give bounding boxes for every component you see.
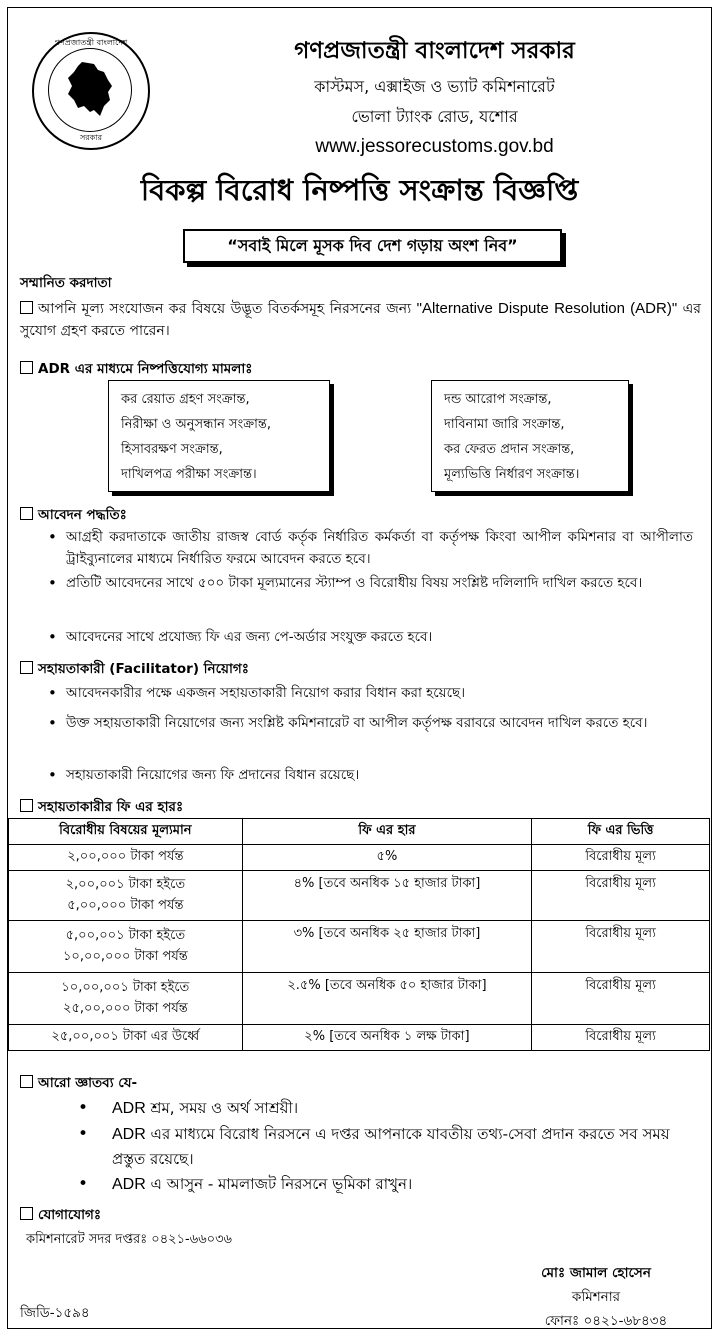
list-item: দাখিলপত্র পরীক্ষা সংক্রান্ত। xyxy=(121,467,257,482)
item-text: শ্রম, সময় ও অর্থ সাশ্রয়ী। xyxy=(145,1099,299,1117)
seal-bottom-text: সরকার xyxy=(79,133,102,142)
contact-heading-text: যোগাযোগঃ xyxy=(38,1207,102,1223)
value-line: ২,০০,০০১ টাকা হইতে xyxy=(65,876,186,892)
value-line: ২৫,০০,০০০ টাকা পর্যন্ত xyxy=(63,1000,188,1016)
checkbox-icon xyxy=(20,1075,33,1088)
fee-heading xyxy=(20,796,183,819)
table-row xyxy=(9,921,710,973)
list-item: • আবেদনকারীর পক্ষে একজন সহায়তাকারী নিয়োগ করার বিধান করা হয়েছে। xyxy=(48,682,693,704)
value-cell xyxy=(9,973,243,1025)
checkbox-icon xyxy=(20,507,33,520)
list-item: • সহায়তাকারী নিয়োগের জন্য ফি প্রদানের বিধান রয়েছে। xyxy=(48,764,693,786)
adr-label: ADR xyxy=(112,1126,146,1143)
rate-cell: ২% [তবে অনধিক ১ লক্ষ টাকা] xyxy=(242,1025,532,1051)
basis-cell: বিরোধীয় মূল্য xyxy=(532,871,710,921)
list-item: দাবিনামা জারি সংক্রান্ত, xyxy=(444,417,565,432)
contact-hq: কমিশনারেট সদর দপ্তরঃ ০৪২১-৬৬০৩৬ xyxy=(26,1232,233,1247)
adr-cases-left-box xyxy=(108,380,330,492)
basis-cell: বিরোধীয় মূল্য xyxy=(532,1025,710,1051)
list-item xyxy=(78,1172,693,1197)
rate-cell: ৩% [তবে অনধিক ২৫ হাজার টাকা] xyxy=(242,921,532,973)
notice-page xyxy=(7,7,712,1329)
more-info-heading xyxy=(20,1072,137,1095)
value-line: ১০,০০,০০০ টাকা পর্যন্ত xyxy=(63,948,188,964)
website-link[interactable]: www.jessorecustoms.gov.bd xyxy=(315,136,554,157)
value-cell xyxy=(9,845,243,871)
rate-cell: ৫% xyxy=(242,845,532,871)
rate-cell: ৪% [তবে অনধিক ১৫ হাজার টাকা] xyxy=(242,871,532,921)
list-item: হিসাবরক্ষণ সংক্রান্ত, xyxy=(121,442,223,457)
list-item: • আবেদনের সাথে প্রযোজ্য ফি এর জন্য পে-অর্ডার সংযুক্ত করতে হবে। xyxy=(48,626,693,648)
list-item: নিরীক্ষা ও অনুসন্ধান সংক্রান্ত, xyxy=(121,417,271,432)
value-line: ২,০০,০০০ টাকা পর্যন্ত xyxy=(67,849,184,864)
value-line: ৫,০০,০০০ টাকা পর্যন্ত xyxy=(67,897,184,913)
list-item: • আগ্রহী করদাতাকে জাতীয় রাজস্ব বোর্ড কর্তৃক নির্ধারিত কর্মকর্তা বা কর্তৃপক্ষ কিংবা আপীল কমিশনার বা আপীলাত ট্রাইব্যুনালের মাধ্যমে নির্ধারিত ফরমে আবেদন করতে হবে। xyxy=(48,526,693,570)
fee-table xyxy=(8,818,710,1051)
fee-heading-text: সহায়তাকারীর ফি এর হারঃ xyxy=(38,799,184,815)
signatory-designation: কমিশনার xyxy=(571,1289,621,1305)
facilitator-heading-text: সহায়তাকারী (Facilitator) নিয়োগঃ xyxy=(38,661,249,677)
intro-text-1: আপনি মূল্য সংযোজন কর বিষয়ে উদ্ভূত বিতর্কসমূহ নিরসনের জন্য xyxy=(38,301,417,317)
list-item: কর রেয়াত গ্রহণ সংক্রান্ত, xyxy=(121,392,250,407)
list-item: মূল্যভিত্তি নির্ধারণ সংক্রান্ত। xyxy=(444,467,580,482)
checkbox-icon xyxy=(20,1207,33,1220)
value-line: ১০,০০,০০১ টাকা হইতে xyxy=(61,979,190,995)
intro-text-en: "Alternative Dispute Resolution (ADR)" xyxy=(416,300,678,317)
slogan-box: “সবাই মিলে মূসক দিব দেশ গড়ায় অংশ নিব” xyxy=(183,229,562,263)
salutation: সম্মানিত করদাতা xyxy=(20,275,112,291)
adr-label: ADR xyxy=(112,1176,146,1193)
intro-paragraph xyxy=(20,298,701,342)
checkbox-icon xyxy=(20,361,33,374)
column-header: ফি এর হার xyxy=(242,819,532,845)
application-heading xyxy=(20,504,127,527)
list-item: দন্ড আরোপ সংক্রান্ত, xyxy=(444,392,552,407)
value-cell xyxy=(9,921,243,973)
list-item: • প্রতিটি আবেদনের সাথে ৫০০ টাকা মূল্যমানের স্ট্যাম্প ও বিরোধীয় বিষয় সংশ্লিষ্ট দলিলাদি দাখিল করতে হবে। xyxy=(48,572,693,594)
value-cell xyxy=(9,1025,243,1051)
application-heading-text: আবেদন পদ্ধতিঃ xyxy=(38,507,127,523)
bangladesh-map-icon xyxy=(64,60,114,118)
rate-cell: ২.৫% [তবে অনধিক ৫০ হাজার টাকা] xyxy=(242,973,532,1025)
office-address: ভোলা ট্যাংক রোড, যশোর xyxy=(351,107,518,126)
signatory-phone: ফোনঃ ০৪২১-৬৮৪৩৪ xyxy=(544,1313,668,1329)
value-line: ২৫,০০,০০১ টাকা এর উর্ধ্বে xyxy=(51,1029,200,1044)
list-item: কর ফেরত প্রদান সংক্রান্ত, xyxy=(444,442,575,457)
item-text: এর মাধ্যমে বিরোধ নিরসনে এ দপ্তর আপনাকে যাবতীয় তথ্য-সেবা প্রদান করতে সব সময় প্রস্তুত রয়েছে। xyxy=(112,1125,670,1168)
govt-name: গণপ্রজাতন্ত্রী বাংলাদেশ সরকার xyxy=(294,38,575,64)
adr-cases-heading-text: ADR এর মাধ্যমে নিষ্পত্তিযোগ্য মামলাঃ xyxy=(38,361,253,377)
govt-seal xyxy=(32,32,150,150)
reference-number: জিডি-১৫৯৪ xyxy=(20,1305,90,1321)
value-line: ৫,০০,০০১ টাকা হইতে xyxy=(65,927,186,943)
intro-text-2: এর সুযোগ গ্রহণ করতে পারেন। xyxy=(20,301,701,339)
basis-cell: বিরোধীয় মূল্য xyxy=(532,921,710,973)
adr-label: ADR xyxy=(112,1100,146,1117)
table-row xyxy=(9,973,710,1025)
checkbox-icon xyxy=(20,661,33,674)
notice-title: বিকল্প বিরোধ নিষ্পত্তি সংক্রান্ত বিজ্ঞপ্তি xyxy=(140,173,579,207)
adr-cases-heading xyxy=(20,358,252,381)
item-text: এ আসুন - মামলাজট নিরসনে ভূমিকা রাখুন। xyxy=(145,1175,413,1193)
table-header-row xyxy=(9,819,710,845)
contact-heading xyxy=(20,1204,101,1227)
seal-top-text: গণপ্রজাতন্ত্রী বাংলাদেশ xyxy=(54,38,128,47)
table-row xyxy=(9,871,710,921)
checkbox-icon xyxy=(20,799,33,812)
column-header: বিরোধীয় বিষয়ের মূল্যমান xyxy=(9,819,243,845)
table-row xyxy=(9,845,710,871)
signatory-name: মোঃ জামাল হোসেন xyxy=(541,1265,651,1281)
basis-cell: বিরোধীয় মূল্য xyxy=(532,845,710,871)
table-row xyxy=(9,1025,710,1051)
facilitator-heading xyxy=(20,658,249,681)
checkbox-icon xyxy=(20,301,33,314)
office-name: কাস্টমস, এক্সাইজ ও ভ্যাট কমিশনারেট xyxy=(314,77,555,96)
list-item xyxy=(78,1096,693,1121)
list-item: • উক্ত সহায়তাকারী নিয়োগের জন্য সংশ্লিষ্ট কমিশনারেট বা আপীল কর্তৃপক্ষ বরাবরে আবেদন দাখিল করতে হবে। xyxy=(48,712,693,734)
more-info-heading-text: আরো জ্ঞাতব্য যে- xyxy=(38,1075,138,1091)
adr-cases-right-box xyxy=(431,380,629,492)
column-header: ফি এর ভিত্তি xyxy=(532,819,710,845)
basis-cell: বিরোধীয় মূল্য xyxy=(532,973,710,1025)
list-item xyxy=(78,1122,693,1171)
value-cell xyxy=(9,871,243,921)
